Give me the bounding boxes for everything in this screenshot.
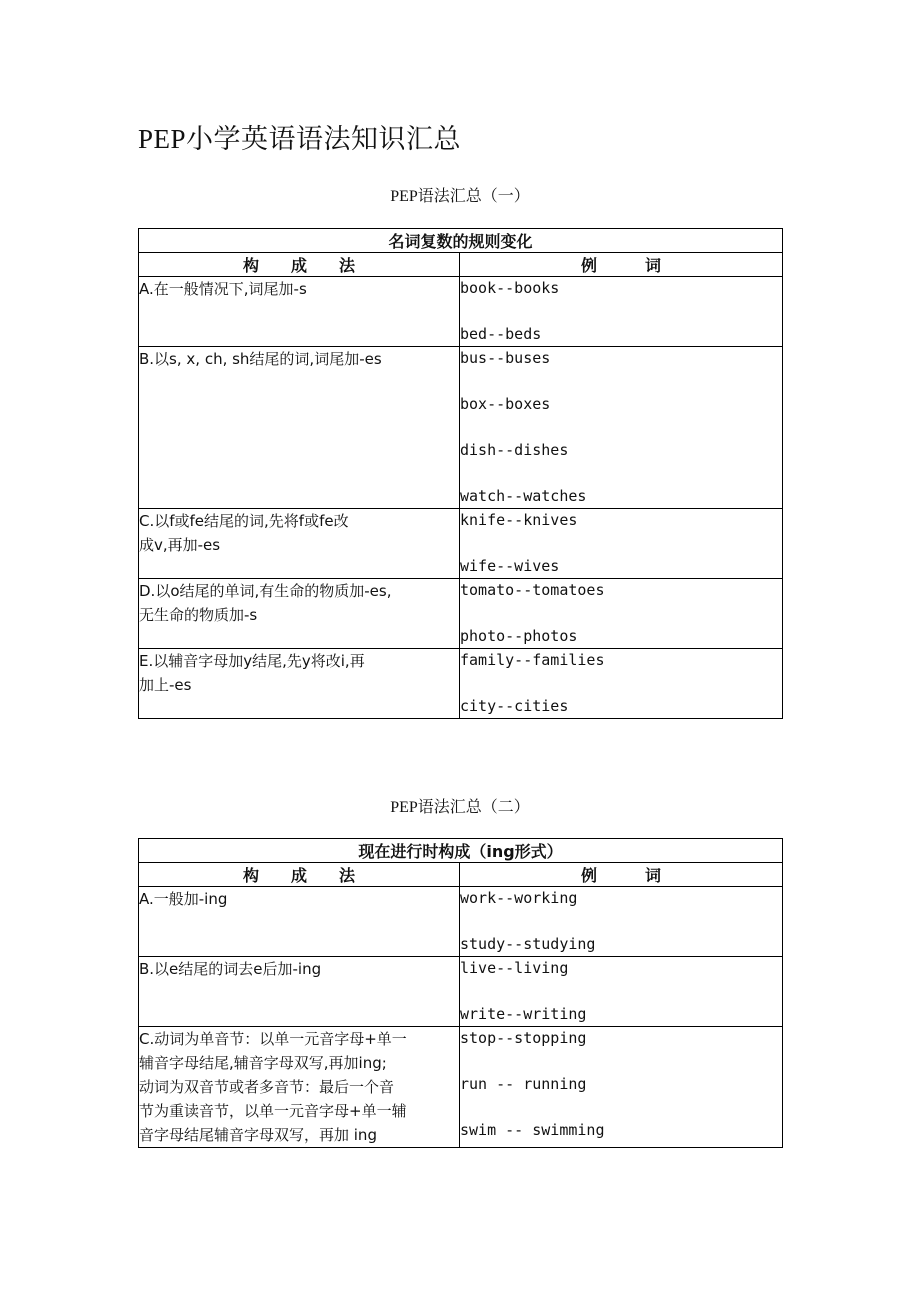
table-row bbox=[139, 887, 783, 957]
example-word bbox=[460, 910, 782, 933]
document-title: PEP小学英语语法知识汇总 bbox=[138, 124, 462, 154]
example-word: study--studying bbox=[460, 935, 596, 953]
plural-rules-table bbox=[138, 228, 783, 719]
table-row bbox=[139, 1027, 783, 1148]
table-header-row bbox=[139, 253, 783, 277]
rule-text: C.以f或fe结尾的词,先将f或fe改 bbox=[139, 512, 349, 530]
rule-text: B.以e结尾的词去e后加-ing bbox=[139, 960, 322, 978]
rule-text: A.在一般情况下,词尾加-s bbox=[139, 280, 307, 298]
example-word: family--families bbox=[460, 651, 605, 669]
example-word: run -- running bbox=[460, 1075, 587, 1093]
present-progressive-table bbox=[138, 838, 783, 1148]
rule-cell bbox=[139, 347, 460, 509]
rule-text: 动词为双音节或者多音节：最后一个音 bbox=[139, 1078, 395, 1096]
table-row bbox=[139, 957, 783, 1027]
rule-cell bbox=[139, 1027, 460, 1148]
column-header-example: 例 词 bbox=[460, 253, 783, 277]
example-cell bbox=[460, 277, 783, 347]
rule-cell bbox=[139, 509, 460, 579]
example-word bbox=[460, 602, 782, 625]
example-cell bbox=[460, 1027, 783, 1148]
example-word: dish--dishes bbox=[460, 441, 569, 459]
example-word bbox=[460, 370, 782, 393]
example-word: stop--stopping bbox=[460, 1029, 587, 1047]
example-cell bbox=[460, 579, 783, 649]
table-row bbox=[139, 649, 783, 719]
table-caption-row bbox=[139, 229, 783, 253]
example-cell bbox=[460, 347, 783, 509]
example-word bbox=[460, 532, 782, 555]
table-caption: 名词复数的规则变化 bbox=[139, 229, 783, 253]
example-word bbox=[460, 672, 782, 695]
example-cell bbox=[460, 649, 783, 719]
example-word: knife--knives bbox=[460, 511, 578, 529]
rule-text: A.一般加-ing bbox=[139, 890, 228, 908]
rule-text: D.以o结尾的单词,有生命的物质加-es, bbox=[139, 582, 392, 600]
table-row bbox=[139, 347, 783, 509]
rule-text: 节为重读音节，以单一元音字母+单一辅 bbox=[139, 1102, 407, 1120]
example-cell bbox=[460, 887, 783, 957]
rule-text: E.以辅音字母加y结尾,先y将改i,再 bbox=[139, 652, 365, 670]
rule-text: 辅音字母结尾,辅音字母双写,再加ing; bbox=[139, 1054, 387, 1072]
rule-cell bbox=[139, 649, 460, 719]
rule-cell bbox=[139, 887, 460, 957]
table-row bbox=[139, 277, 783, 347]
table-row bbox=[139, 509, 783, 579]
rule-cell bbox=[139, 579, 460, 649]
rule-text: 音字母结尾辅音字母双写，再加 ing bbox=[139, 1126, 377, 1144]
rule-text: B.以s, x, ch, sh结尾的词,词尾加-es bbox=[139, 350, 382, 368]
column-header-example: 例 词 bbox=[460, 863, 783, 887]
example-word: live--living bbox=[460, 959, 569, 977]
example-word: tomato--tomatoes bbox=[460, 581, 605, 599]
example-word: work--working bbox=[460, 889, 578, 907]
example-word: bed--beds bbox=[460, 325, 542, 343]
example-word: wife--wives bbox=[460, 557, 560, 575]
example-word bbox=[460, 1050, 782, 1073]
example-word: bus--buses bbox=[460, 349, 551, 367]
example-cell bbox=[460, 957, 783, 1027]
table-header-row bbox=[139, 863, 783, 887]
rule-cell bbox=[139, 277, 460, 347]
table-row bbox=[139, 579, 783, 649]
rule-text: 加上-es bbox=[139, 676, 192, 694]
rule-text: 无生命的物质加-s bbox=[139, 606, 258, 624]
example-word bbox=[460, 980, 782, 1003]
rule-cell bbox=[139, 957, 460, 1027]
example-word bbox=[460, 462, 782, 485]
example-word bbox=[460, 300, 782, 323]
table-caption: 现在进行时构成（ing形式） bbox=[139, 839, 783, 863]
example-word: write--writing bbox=[460, 1005, 587, 1023]
example-word: watch--watches bbox=[460, 487, 587, 505]
column-header-rule: 构 成 法 bbox=[139, 863, 460, 887]
example-word: photo--photos bbox=[460, 627, 578, 645]
example-word: swim -- swimming bbox=[460, 1121, 605, 1139]
example-word bbox=[460, 1096, 782, 1119]
example-word: city--cities bbox=[460, 697, 569, 715]
column-header-rule: 构 成 法 bbox=[139, 253, 460, 277]
example-cell bbox=[460, 509, 783, 579]
rule-text: 成v,再加-es bbox=[139, 536, 221, 554]
example-word: box--boxes bbox=[460, 395, 551, 413]
example-word: book--books bbox=[460, 279, 560, 297]
table-caption-row bbox=[139, 839, 783, 863]
rule-text: C.动词为单音节：以单一元音字母+单一 bbox=[139, 1030, 407, 1048]
example-word bbox=[460, 416, 782, 439]
section1-heading: PEP语法汇总（一） bbox=[390, 188, 530, 205]
section2-heading: PEP语法汇总（二） bbox=[390, 799, 530, 816]
